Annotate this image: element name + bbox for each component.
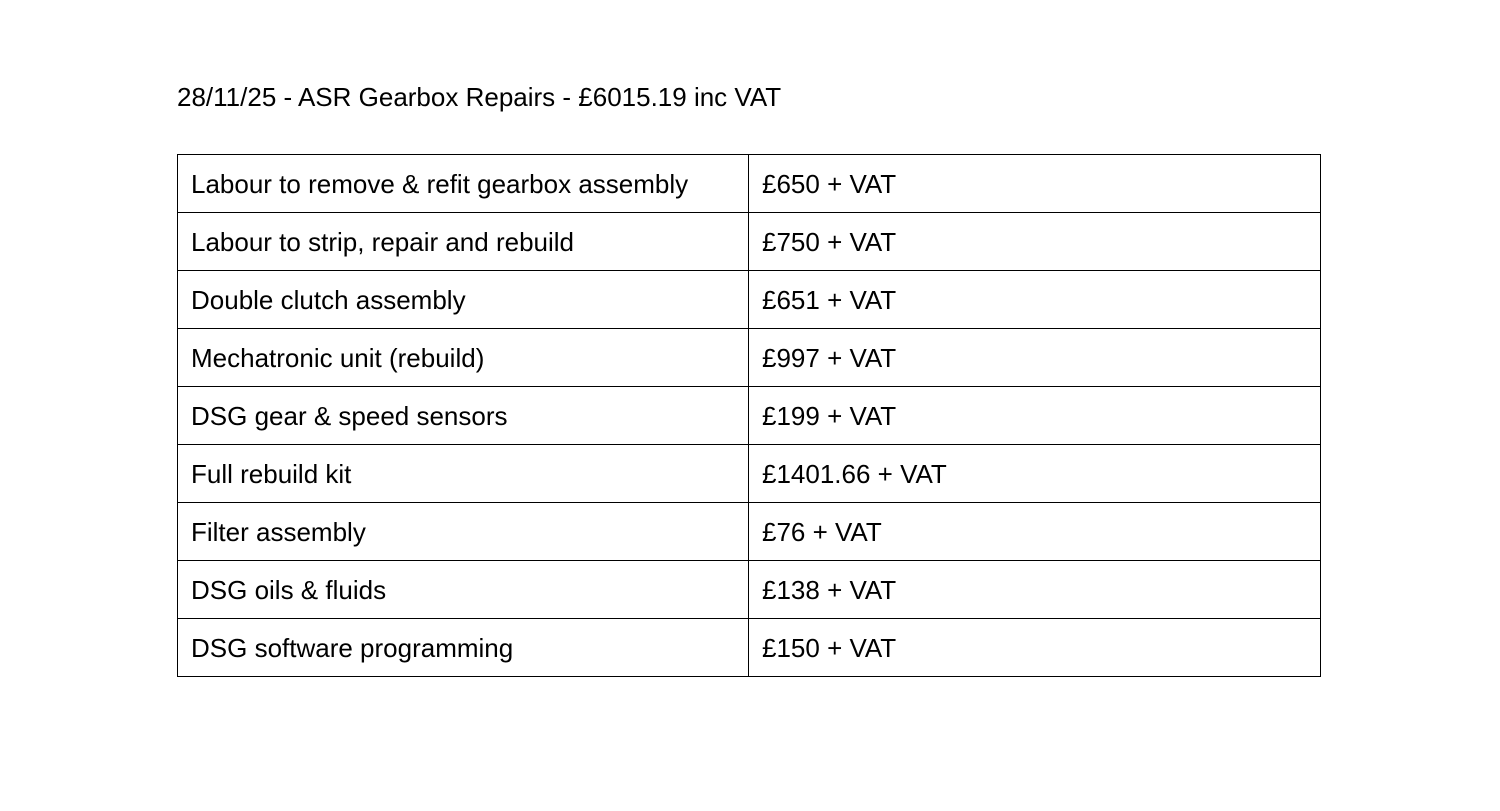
table-row bbox=[178, 445, 1321, 503]
price-cell: £651 + VAT bbox=[749, 271, 1321, 329]
document-title: 28/11/25 - ASR Gearbox Repairs - £6015.19 inc VAT bbox=[177, 82, 782, 112]
item-cell: Labour to remove & refit gearbox assembly bbox=[178, 155, 749, 213]
item-cell: DSG gear & speed sensors bbox=[178, 387, 749, 445]
table-row bbox=[178, 387, 1321, 445]
price-cell: £750 + VAT bbox=[749, 213, 1321, 271]
price-cell: £199 + VAT bbox=[749, 387, 1321, 445]
price-cell: £150 + VAT bbox=[749, 619, 1321, 677]
item-cell: Full rebuild kit bbox=[178, 445, 749, 503]
item-cell: DSG oils & fluids bbox=[178, 561, 749, 619]
price-cell: £138 + VAT bbox=[749, 561, 1321, 619]
item-cell: Mechatronic unit (rebuild) bbox=[178, 329, 749, 387]
table-row bbox=[178, 329, 1321, 387]
repair-cost-table bbox=[177, 154, 1321, 677]
table-row bbox=[178, 561, 1321, 619]
item-cell: Double clutch assembly bbox=[178, 271, 749, 329]
table-row bbox=[178, 271, 1321, 329]
table-row bbox=[178, 155, 1321, 213]
table-row bbox=[178, 619, 1321, 677]
item-cell: Labour to strip, repair and rebuild bbox=[178, 213, 749, 271]
price-cell: £76 + VAT bbox=[749, 503, 1321, 561]
item-cell: Filter assembly bbox=[178, 503, 749, 561]
item-cell: DSG software programming bbox=[178, 619, 749, 677]
price-cell: £650 + VAT bbox=[749, 155, 1321, 213]
table-row bbox=[178, 213, 1321, 271]
price-cell: £997 + VAT bbox=[749, 329, 1321, 387]
price-cell: £1401.66 + VAT bbox=[749, 445, 1321, 503]
table-row bbox=[178, 503, 1321, 561]
